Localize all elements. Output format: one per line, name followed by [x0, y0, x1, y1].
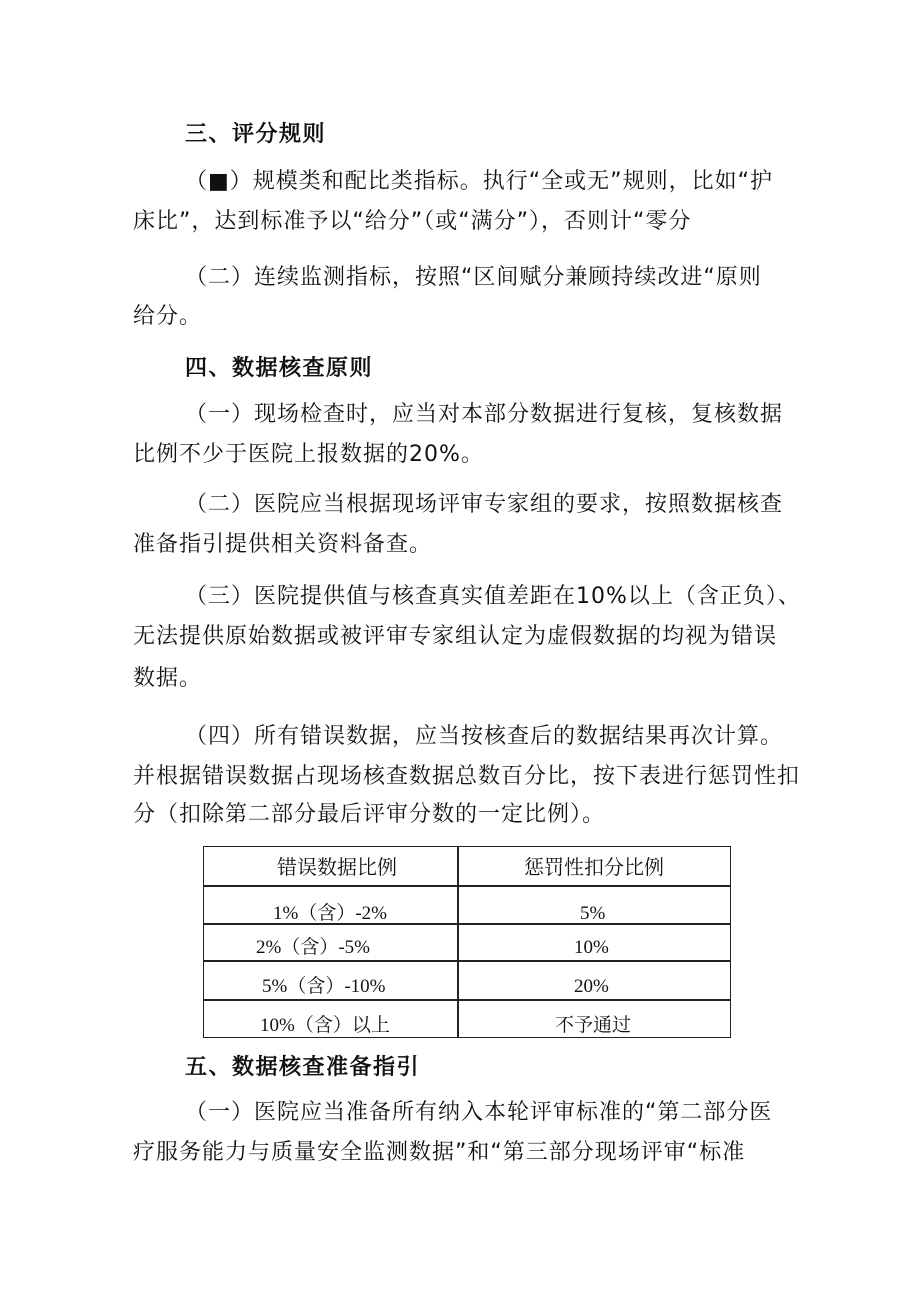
section-4-heading: 四、数据核查原则 — [185, 356, 374, 381]
table-column-divider — [457, 847, 459, 1037]
table-header-penalty-ratio: 惩罚性扣分比例 — [524, 855, 664, 879]
table-cell-penalty: 10% — [574, 937, 609, 958]
table-row-divider — [204, 885, 730, 887]
table-cell-error-ratio: 1%（含）-2% — [273, 903, 387, 924]
section-4-p2-line2: 准备指引提供相关资料备查。 — [133, 532, 433, 557]
section-4-p3-line3: 数据。 — [133, 666, 203, 691]
section-4-p1-line2: 比例不少于医院上报数据的20%。 — [133, 442, 484, 467]
table-cell-penalty: 20% — [574, 976, 609, 997]
section-3-p2-line1: （二）连续监测指标，按照“区间赋分兼顾持续改进“原则 — [185, 265, 762, 290]
section-4-p4-line1: （四）所有错误数据，应当按核查后的数据结果再次计算。 — [185, 724, 784, 749]
penalty-table — [203, 846, 731, 1038]
section-5-p1-line1: （一）医院应当准备所有纳入本轮评审标准的“第二部分医 — [185, 1100, 773, 1125]
section-4-p4-line2: 并根据错误数据占现场核查数据总数百分比，按下表进行惩罚性扣 — [133, 764, 801, 789]
table-header-error-ratio: 错误数据比例 — [277, 855, 397, 879]
section-4-p1-line1: （一）现场检查时，应当对本部分数据进行复核，复核数据 — [185, 402, 784, 427]
section-3-p1-line2: 床比”，达到标准予以“给分”（或“满分”），否则计“零分 — [133, 209, 692, 234]
section-3-heading: 三、评分规则 — [185, 122, 327, 147]
section-5-heading: 五、数据核查准备指引 — [185, 1055, 421, 1080]
section-5-p1-line2: 疗服务能力与质量安全监测数据”和“第三部分现场评审“标准 — [133, 1140, 746, 1165]
section-4-p3-line1: （三）医院提供值与核查真实值差距在10%以上（含正负）、 — [185, 584, 801, 609]
section-4-p3-line2: 无法提供原始数据或被评审专家组认定为虚假数据的均视为错误 — [133, 624, 778, 649]
section-4-p2-line1: （二）医院应当根据现场评审专家组的要求，按照数据核查 — [185, 492, 784, 517]
table-row-divider — [204, 960, 730, 962]
section-3-p2-line2: 给分。 — [133, 304, 203, 329]
table-cell-error-ratio: 10%（含）以上 — [260, 1015, 390, 1036]
table-cell-error-ratio: 5%（含）-10% — [262, 976, 386, 997]
table-cell-penalty: 5% — [580, 903, 606, 924]
table-cell-error-ratio: 2%（含）-5% — [256, 937, 370, 958]
table-cell-penalty: 不予通过 — [555, 1015, 632, 1036]
table-row-divider — [204, 999, 730, 1001]
section-4-p4-line3: 分（扣除第二部分最后评审分数的一定比例）。 — [133, 802, 606, 827]
section-3-p1-line1: （■）规模类和配比类指标。执行“全或无”规则，比如“护 — [185, 169, 773, 194]
